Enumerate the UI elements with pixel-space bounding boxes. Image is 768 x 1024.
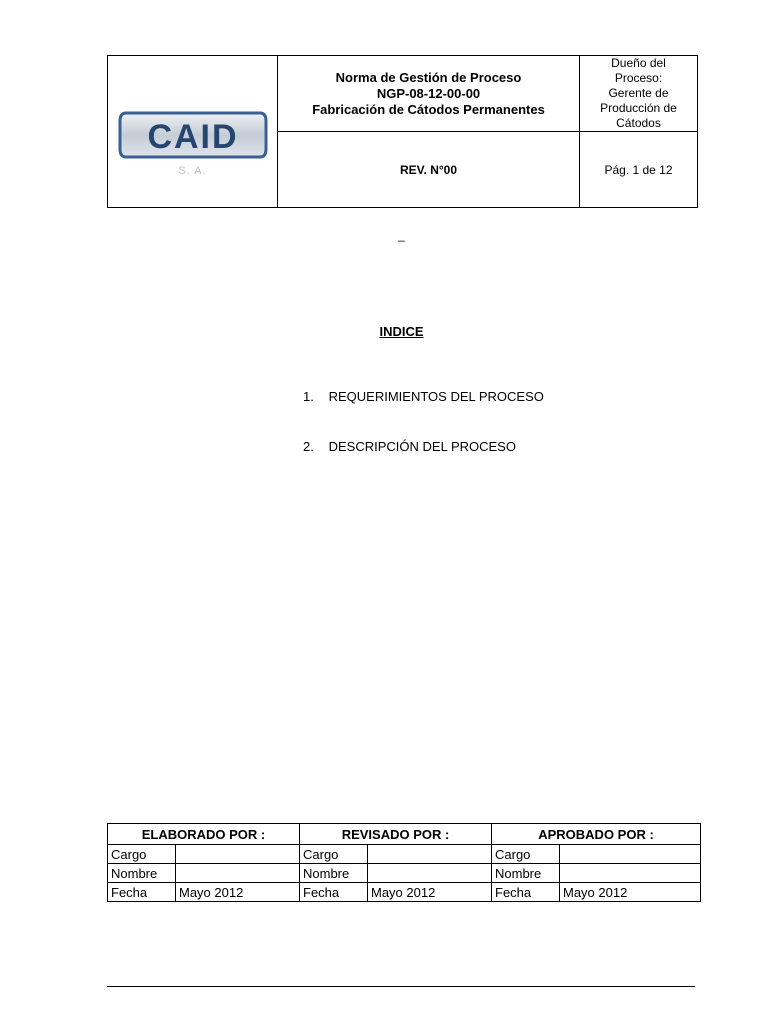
logo-subtext: S. A. [178, 165, 207, 177]
table-row [108, 845, 701, 864]
cargo-value [560, 845, 701, 864]
nombre-value [176, 864, 300, 883]
owner-line: Cátodos [616, 116, 661, 130]
index-list [303, 389, 544, 489]
approved-by-header: APROBADO POR : [492, 824, 701, 845]
footer-divider [107, 986, 695, 987]
cargo-value [176, 845, 300, 864]
owner-line: Dueño del [611, 56, 666, 70]
revision-number: REV. N°00 [278, 132, 580, 208]
fecha-value: Mayo 2012 [560, 883, 701, 902]
index-item-label: DESCRIPCIÓN DEL PROCESO [328, 439, 516, 454]
index-title: INDICE [379, 324, 424, 339]
cargo-label: Cargo [300, 845, 368, 864]
fecha-label: Fecha [300, 883, 368, 902]
fecha-value: Mayo 2012 [176, 883, 300, 902]
nombre-value [560, 864, 701, 883]
index-item-label: REQUERIMIENTOS DEL PROCESO [328, 389, 544, 404]
index-item-number: 1. [303, 389, 314, 404]
index-item [303, 439, 544, 489]
signature-header-row [108, 824, 701, 845]
cargo-label: Cargo [492, 845, 560, 864]
fecha-label: Fecha [108, 883, 176, 902]
svg-text:CAID: CAID [147, 118, 239, 156]
document-title-line1: Norma de Gestión de Proceso [335, 69, 522, 85]
page-number: Pág. 1 de 12 [580, 132, 698, 208]
cargo-value [368, 845, 492, 864]
document-header-table [107, 55, 698, 208]
logo-cell [108, 56, 278, 208]
table-row [108, 883, 701, 902]
table-row [108, 864, 701, 883]
cargo-label: Cargo [108, 845, 176, 864]
index-item [303, 389, 544, 439]
document-code: NGP-08-12-00-00 [376, 85, 481, 101]
fecha-label: Fecha [492, 883, 560, 902]
nombre-value [368, 864, 492, 883]
index-item-number: 2. [303, 439, 314, 454]
reviewed-by-header: REVISADO POR : [300, 824, 492, 845]
document-title-line3: Fabricación de Cátodos Permanentes [312, 101, 545, 117]
caid-logo-icon [118, 109, 268, 161]
signature-table [107, 823, 701, 902]
owner-line: Proceso: [614, 71, 663, 85]
process-owner-cell [580, 56, 698, 132]
elaborated-by-header: ELABORADO POR : [108, 824, 300, 845]
nombre-label: Nombre [300, 864, 368, 883]
nombre-label: Nombre [492, 864, 560, 883]
document-title-cell [278, 56, 580, 132]
company-logo [108, 56, 277, 207]
fecha-value: Mayo 2012 [368, 883, 492, 902]
separator-dash: _ [398, 228, 405, 242]
nombre-label: Nombre [108, 864, 176, 883]
owner-line: Producción de [600, 101, 677, 115]
owner-line: Gerente de [608, 86, 669, 100]
